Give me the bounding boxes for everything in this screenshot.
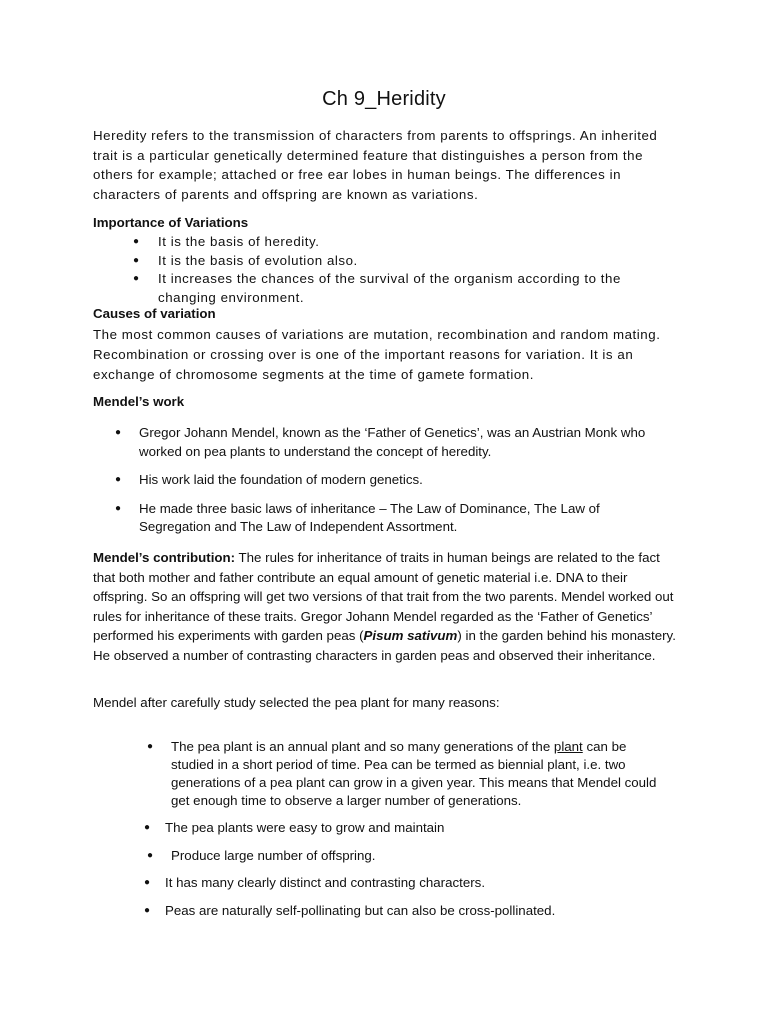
list-item: ● The pea plant is an annual plant and so many generations of the plant can be studied in a short period of time. Pea can be termed as biennial plant, i.e. two generations of a pea plant can grow in a given year. This means that Mendel could get enough time to observe a larger number of generations.	[147, 739, 657, 808]
bullet-icon: ●	[133, 254, 140, 266]
intro-paragraph: Heredity refers to the transmission of characters from parents to offsprings. An inherited trait is a particular genetically determined feature that distinguishes a person from the others for example; attached or free ear lobes in human beings. The differences in characters of parents and offspring are known as variations.	[93, 128, 658, 202]
bullet-icon: ●	[144, 904, 151, 916]
bullet-icon: ●	[133, 236, 140, 247]
list-item: ● Produce large number of offspring.	[147, 847, 667, 866]
bullet-icon: ●	[133, 273, 140, 284]
bullet-icon: ●	[115, 502, 122, 514]
importance-list	[133, 233, 653, 307]
list-item: ● It is the basis of heredity.	[133, 233, 653, 252]
list-item: ● It is the basis of evolution also.	[133, 252, 653, 271]
species-name: Pisum sativum	[363, 628, 458, 643]
bullet-icon: ●	[147, 849, 154, 861]
bullet-icon: ●	[115, 427, 122, 438]
causes-heading: Causes of variation	[93, 306, 216, 321]
list-item: ● His work laid the foundation of modern genetics.	[115, 471, 675, 490]
causes-paragraph: The most common causes of variations are mutation, recombination and random mating. Recombination or crossing over is one of the important reasons for variation. It is an exchange of chromosome segments at the time of gamete formation.	[93, 327, 661, 382]
bullet-icon: ●	[147, 741, 154, 752]
reasons-list	[144, 738, 667, 920]
reasons-intro: Mendel after carefully study selected the pea plant for many reasons:	[93, 695, 500, 710]
contribution-label: Mendel’s contribution:	[93, 550, 236, 565]
bullet-icon: ●	[144, 822, 151, 833]
list-item: ● The pea plants were easy to grow and maintain	[144, 819, 664, 838]
list-item: ● He made three basic laws of inheritance – The Law of Dominance, The Law of Segregation and The Law of Independent Assortment.	[115, 500, 600, 534]
contribution-paragraph: Mendel’s contribution: The rules for inheritance of traits in human beings are related to the fact that both mother and father contribute an equal amount of genetic material i.e. DNA to their offspring. So an offspring will get two versions of that trait from the two parents. Mendel worked out rules for inheritance of these traits. Gregor Johann Mendel regarded as the ‘Father of Genetics’ performed his experiments with garden peas (Pisum sativum) in the garden behind his monastery. He observed a number of contrasting characters in garden peas and observed their inheritance.	[93, 550, 676, 663]
bullet-icon: ●	[115, 474, 122, 485]
importance-heading: Importance of Variations	[93, 215, 249, 230]
list-item: ● Peas are naturally self-pollinating but can also be cross-pollinated.	[144, 902, 664, 921]
list-item: ● Gregor Johann Mendel, known as the ‘Father of Genetics’, was an Austrian Monk who worked on pea plants to understand the concept of heredity.	[115, 425, 646, 459]
plant-link[interactable]: plant	[553, 739, 583, 754]
page-title: Ch 9_Heridity	[322, 88, 446, 110]
mendel-work-heading: Mendel’s work	[93, 394, 185, 409]
list-item: ● It increases the chances of the survival of the organism according to the changing environment.	[133, 271, 621, 305]
mendel-work-list	[115, 424, 675, 537]
bullet-icon: ●	[144, 877, 151, 888]
list-item: ● It has many clearly distinct and contrasting characters.	[144, 874, 664, 893]
